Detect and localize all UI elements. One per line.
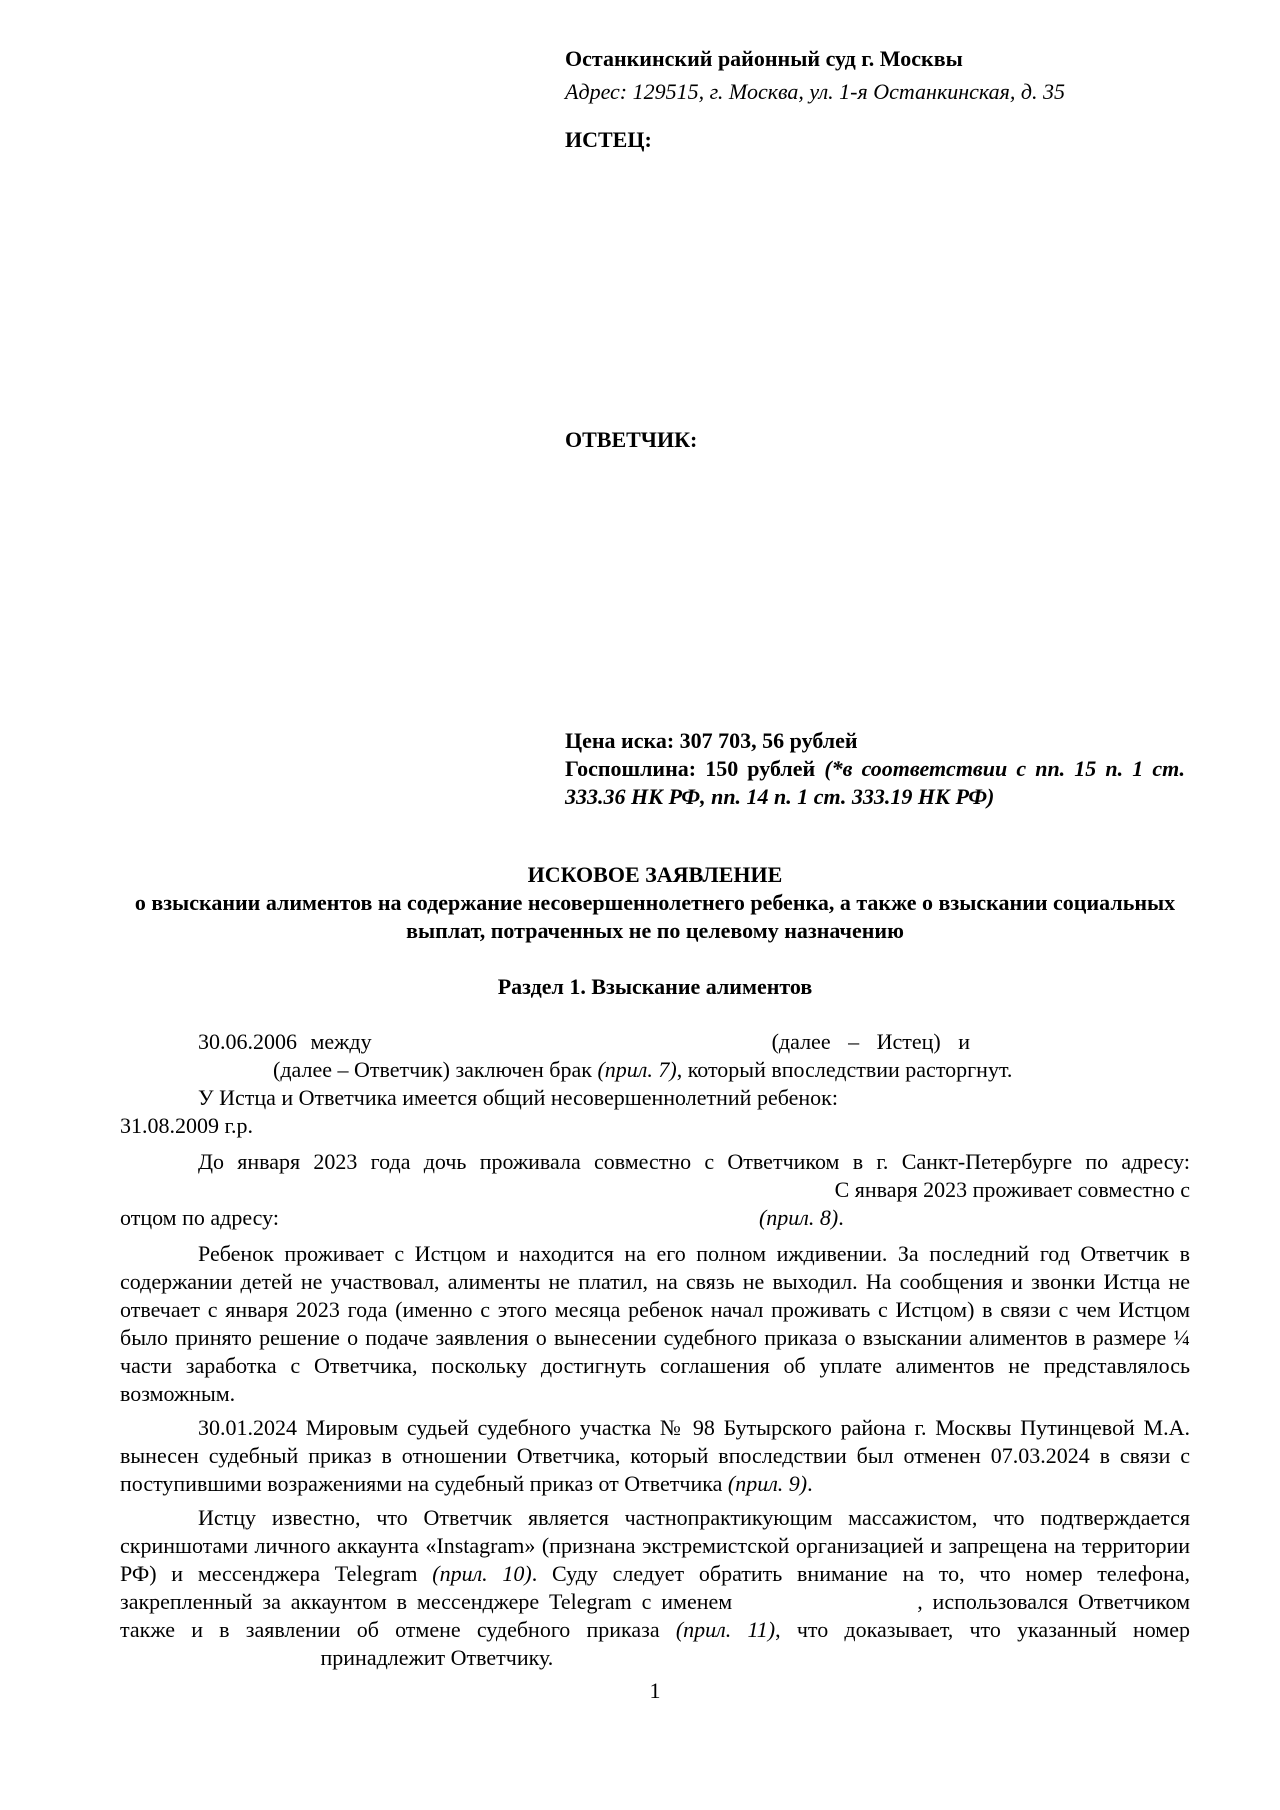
paragraph-1-line-1	[120, 1028, 1190, 1056]
attachment-8-period: .	[838, 1205, 844, 1230]
paragraph-3-line-2: С января 2023 проживает совместно с	[834, 1177, 1190, 1202]
document-body	[120, 1028, 1190, 1672]
court-name: Останкинский районный суд г. Москвы	[565, 46, 963, 71]
order-cancellation-text: , использовался Ответчиком также и в заявлении об отмене судебного приказа	[120, 1589, 1190, 1642]
defendant-label: ОТВЕТЧИК:	[565, 427, 698, 452]
paragraph-2-line-2: 31.08.2009 г.р.	[120, 1113, 254, 1138]
state-fee	[565, 755, 1185, 811]
paragraph-6	[120, 1504, 1190, 1672]
marriage-dissolved-text: , который впоследствии расторгнут.	[676, 1057, 1013, 1082]
telegram-account-text: . Суду следует обратить внимание на то, что номер телефона, закрепленный за аккаунтом в мессенджере Telegram с именем	[120, 1561, 1190, 1614]
page-number: 1	[649, 1678, 661, 1703]
masseur-text: Истцу известно, что Ответчик является частнопрактикующим массажистом, что подтверждается скриншотами личного аккаунта «Instagram» (признана экстремистской организацией и запрещена на территории РФ) и мессенджера Telegram	[120, 1505, 1190, 1586]
attachment-7-ref: (прил. 7)	[597, 1057, 677, 1082]
paragraph-4: Ребенок проживает с Истцом и находится на его полном иждивении. За последний год Ответчик в содержании детей не участвовал, алименты не платил, на связь не выходил. На сообщения и звонки Истца не отвечает с января 2023 года (именно с этого месяца ребенок начал проживать с Истцом) в связи с чем Истцом было принято решение о подаче заявления о вынесении судебного приказа о взыскании алиментов в размере ¼ части заработка с Ответчика, поскольку достигнуть соглашения об уплате алиментов не представлялось возможным.	[120, 1241, 1190, 1406]
document-title: ИСКОВОЕ ЗАЯВЛЕНИЕ	[527, 862, 783, 887]
number-belongs-text: принадлежит Ответчику.	[320, 1645, 554, 1670]
paragraph-3-line-1: До января 2023 года дочь проживала совместно с Ответчиком в г. Санкт-Петербурге по адресу:	[198, 1149, 1190, 1174]
document-title-block	[120, 861, 1190, 945]
marriage-date-text: 30.06.2006 между	[198, 1029, 372, 1054]
claim-price: Цена иска: 307 703, 56 рублей	[565, 728, 858, 753]
state-fee-amount: Госпошлина: 150 рублей	[565, 756, 825, 781]
attachment-11-ref: (прил. 11)	[675, 1617, 776, 1642]
court-order-period: .	[807, 1471, 813, 1496]
redacted-telegram-name	[732, 1608, 917, 1609]
attachment-10-ref: (прил. 10)	[432, 1561, 532, 1586]
section-1-heading: Раздел 1. Взыскание алиментов	[497, 974, 813, 999]
court-order-text: 30.01.2024 Мировым судьей судебного участка № 98 Бутырского района г. Москвы Путинцевой М.А. вынесен судебный приказ в отношении Ответчика, который впоследствии был отменен 07.03.2024 в связи с поступившими возражениями на судебный приказ от Ответчика	[120, 1415, 1190, 1496]
court-address: Адрес: 129515, г. Москва, ул. 1-я Останкинская, д. 35	[565, 79, 1066, 104]
redacted-address	[279, 1224, 759, 1225]
document-subtitle: о взыскании алиментов на содержание несовершеннолетнего ребенка, а также о взыскании социальных выплат, потраченных не по целевому назначению	[134, 890, 1176, 943]
attachment-9-ref: (прил. 9)	[727, 1471, 808, 1496]
state-fee-note: (*в соответствии с пп. 15 п. 1 ст. 333.36 НК РФ, пп. 14 п. 1 ст. 333.19 НК РФ)	[565, 756, 1185, 809]
redacted-plaintiff-name	[372, 1048, 772, 1049]
number-proof-text: , что доказывает, что указанный номер	[775, 1617, 1190, 1642]
plaintiff-alias-text: (далее – Истец) и	[771, 1029, 970, 1054]
father-address-text: отцом по адресу:	[120, 1205, 279, 1230]
paragraph-3-line-3	[120, 1204, 1190, 1232]
redacted-phone-number	[120, 1664, 315, 1665]
attachment-8-ref: (прил. 8)	[758, 1205, 839, 1230]
paragraph-2-line-1: У Истца и Ответчика имеется общий несовершеннолетний ребенок:	[198, 1085, 838, 1110]
claim-value-block	[565, 727, 1185, 811]
paragraph-5	[120, 1414, 1190, 1498]
defendant-alias-text: (далее – Ответчик) заключен брак	[273, 1057, 598, 1082]
plaintiff-label: ИСТЕЦ:	[565, 127, 652, 152]
paragraph-1-line-2	[120, 1056, 1190, 1084]
